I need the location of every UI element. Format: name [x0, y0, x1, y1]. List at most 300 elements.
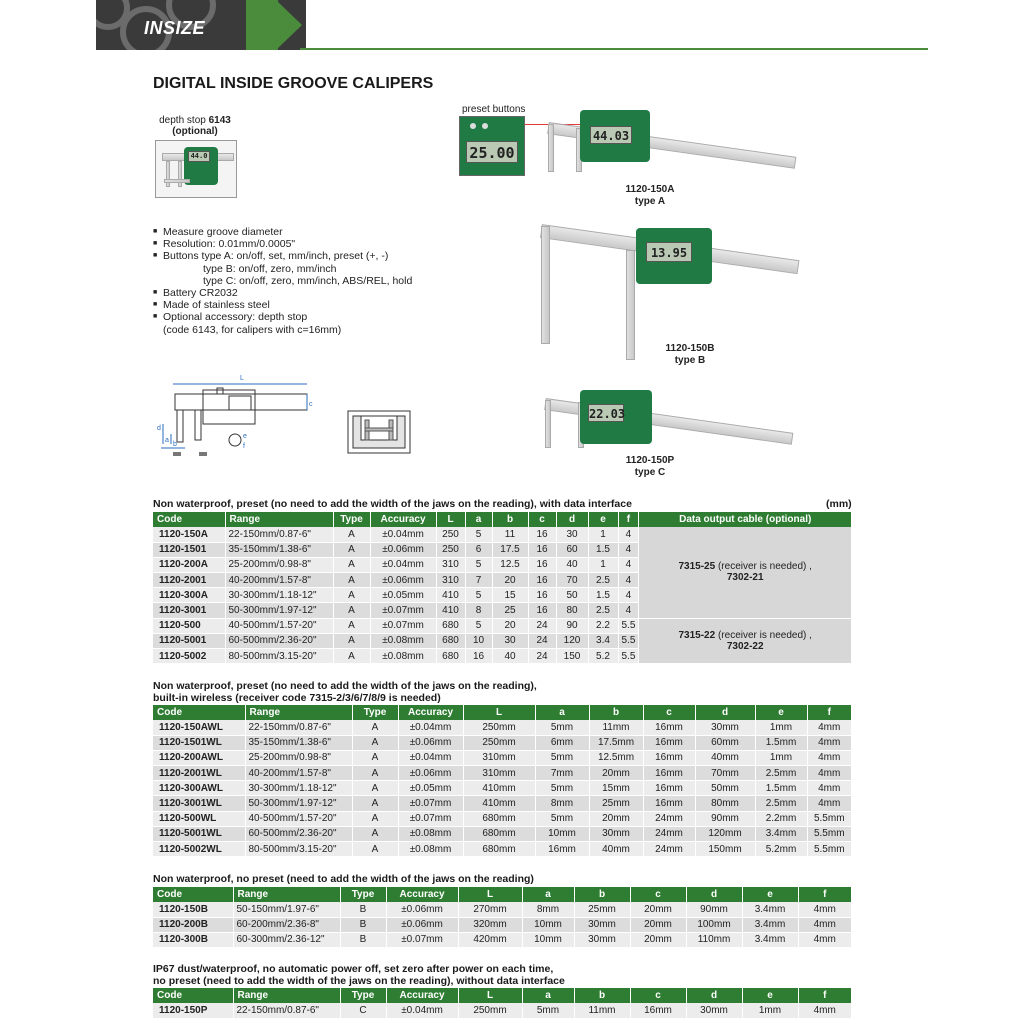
product-code: 1120-150B	[665, 343, 715, 354]
product-code-cell: 1120-1501WL	[153, 735, 245, 750]
product-code-cell: 1120-300A	[153, 588, 225, 603]
table-cell: 4mm	[798, 1003, 852, 1018]
table-row	[153, 902, 852, 917]
table-cell: 20	[492, 573, 528, 588]
table-cell: 16	[528, 527, 556, 542]
table-cell: 70mm	[695, 766, 755, 781]
table-row	[153, 735, 852, 750]
dim-label-d: d	[157, 425, 161, 432]
table-cell: ±0.05mm	[398, 781, 463, 796]
table-cell: 5	[465, 588, 492, 603]
table-cell: 1	[588, 557, 618, 572]
table-cell: ±0.07mm	[370, 618, 436, 633]
caliper-jaw	[548, 124, 554, 172]
spec-table-3	[153, 887, 852, 948]
table-cell: 60-300mm/2.36-12"	[233, 932, 340, 947]
table-cell: 250mm	[463, 720, 535, 735]
product-caption-type-b	[652, 343, 728, 367]
product-code-cell: 1120-500	[153, 618, 225, 633]
caliper-jaw	[626, 250, 635, 360]
table-cell: 2.2	[588, 618, 618, 633]
minus-button-icon	[470, 123, 476, 129]
feature-item: ■ Made of stainless steel	[153, 299, 412, 311]
table-cell: ±0.08mm	[398, 842, 463, 857]
table-cell: 40mm	[589, 842, 643, 857]
dim-label-b: b	[173, 441, 177, 448]
table-row	[153, 917, 852, 932]
table-cell: 150mm	[695, 842, 755, 857]
table-cell: 8	[465, 603, 492, 618]
table-cell: 20mm	[589, 811, 643, 826]
table-cell: 410	[436, 588, 465, 603]
column-header: b	[492, 512, 528, 527]
table-cell: 16mm	[643, 766, 695, 781]
table-cell: 310	[436, 557, 465, 572]
table-row	[153, 1003, 852, 1018]
banner-arrow	[276, 0, 302, 50]
table-cell: 70	[556, 573, 588, 588]
table-cell: 4	[618, 542, 639, 557]
table-cell: 120	[556, 633, 588, 648]
table-cell: 680	[436, 633, 465, 648]
dim-label-l: L	[240, 375, 244, 382]
table-cell: 310	[436, 573, 465, 588]
table-cell: 5mm	[535, 811, 589, 826]
table-cell: 2.5	[588, 573, 618, 588]
column-header: Type	[352, 705, 398, 720]
table-cell: 3.4mm	[742, 932, 798, 947]
table-cell: 5mm	[522, 1003, 574, 1018]
column-header: Type	[340, 988, 386, 1003]
column-header: c	[630, 887, 686, 902]
column-header: a	[465, 512, 492, 527]
cable-note: (receiver is needed) ,	[715, 629, 812, 641]
product-code-cell: 1120-300B	[153, 932, 233, 947]
table-cell: 16mm	[643, 781, 695, 796]
table-cell: C	[340, 1003, 386, 1018]
column-header: e	[742, 988, 798, 1003]
product-code-cell: 1120-5001WL	[153, 826, 245, 841]
product-code-cell: 1120-5002WL	[153, 842, 245, 857]
table-row	[153, 811, 852, 826]
table-cell: ±0.06mm	[398, 735, 463, 750]
dim-label-c: c	[309, 401, 313, 408]
column-header: Code	[153, 705, 245, 720]
table-cell: A	[333, 588, 370, 603]
table-cell: 20mm	[589, 766, 643, 781]
column-header: d	[556, 512, 588, 527]
table-cell: ±0.07mm	[398, 796, 463, 811]
table-cell: 410mm	[463, 781, 535, 796]
table-cell: 40-200mm/1.57-8"	[225, 573, 333, 588]
table-cell: 20mm	[630, 902, 686, 917]
column-header: e	[742, 887, 798, 902]
table-cell: 3.4mm	[742, 917, 798, 932]
table-cell: ±0.08mm	[398, 826, 463, 841]
table-cell: 80mm	[695, 796, 755, 811]
table-cell: A	[333, 618, 370, 633]
table-cell: 16mm	[643, 720, 695, 735]
table-cell: 40-200mm/1.57-8"	[245, 766, 352, 781]
product-code-cell: 1120-150P	[153, 1003, 233, 1018]
table-cell: 5.2mm	[755, 842, 807, 857]
table-row	[153, 750, 852, 765]
header-rule	[300, 48, 928, 50]
table-cell: 20mm	[630, 932, 686, 947]
unit-note: (mm)	[826, 498, 852, 510]
table-cell: 4mm	[798, 917, 852, 932]
product-type: type C	[634, 467, 666, 478]
table-cell: 17.5	[492, 542, 528, 557]
table2-title-line: built-in wireless (receiver code 7315-2/3/6/7/8/9 is needed)	[153, 692, 441, 704]
column-header: Range	[225, 512, 333, 527]
table-cell: B	[340, 917, 386, 932]
cable-note: (receiver is needed) ,	[715, 561, 812, 573]
product-code-cell: 1120-2001WL	[153, 766, 245, 781]
table-header-row	[153, 887, 852, 902]
depth-stop-caption	[155, 115, 235, 137]
table-cell: 17.5mm	[589, 735, 643, 750]
column-header: a	[522, 887, 574, 902]
table-cell: 60mm	[695, 735, 755, 750]
table-cell: 24	[528, 618, 556, 633]
column-header: d	[686, 887, 742, 902]
table-cell: 5.5	[618, 633, 639, 648]
table-cell: 4mm	[807, 720, 852, 735]
table-header-row	[153, 988, 852, 1003]
table-cell: 1mm	[755, 720, 807, 735]
table-cell: A	[352, 766, 398, 781]
column-header: Code	[153, 512, 225, 527]
feature-item: type B: on/off, zero, mm/inch	[203, 262, 337, 275]
product-code-cell: 1120-3001	[153, 603, 225, 618]
table-cell: 15mm	[589, 781, 643, 796]
cable-code: 7315-25	[678, 561, 716, 573]
column-header: Accuracy	[398, 705, 463, 720]
table-cell: A	[333, 603, 370, 618]
table-cell: 2.5mm	[755, 766, 807, 781]
table-cell: 10mm	[535, 826, 589, 841]
caliper-jaw	[178, 161, 182, 187]
table-cell: ±0.06mm	[370, 573, 436, 588]
cable-code: 7302-21	[726, 572, 764, 584]
table-cell: 8mm	[522, 902, 574, 917]
table-cell: 680	[436, 649, 465, 664]
table-cell: ±0.04mm	[398, 720, 463, 735]
table-row	[153, 720, 852, 735]
table-cell: 680mm	[463, 811, 535, 826]
table-cell: 16mm	[630, 1003, 686, 1018]
table-cell: 680mm	[463, 826, 535, 841]
banner-accent	[246, 0, 278, 50]
depth-stop-plate	[164, 179, 190, 183]
column-header: b	[589, 705, 643, 720]
table-cell: A	[352, 735, 398, 750]
table-cell: A	[333, 633, 370, 648]
table-cell: 5.2	[588, 649, 618, 664]
table-cell: 3.4mm	[755, 826, 807, 841]
table-cell: 30-300mm/1.18-12"	[225, 588, 333, 603]
dim-label-a: a	[165, 437, 169, 444]
table-cell: 120mm	[695, 826, 755, 841]
table-cell: 5mm	[535, 781, 589, 796]
table-cell: 310mm	[463, 766, 535, 781]
table-cell: 90	[556, 618, 588, 633]
table-cell: 4mm	[798, 902, 852, 917]
table2-title-line: Non waterproof, preset (no need to add the width of the jaws on the reading),	[153, 680, 537, 692]
table-cell: 250	[436, 527, 465, 542]
table-cell: 1.5mm	[755, 735, 807, 750]
table-cell: 60	[556, 542, 588, 557]
table-cell: ±0.06mm	[370, 542, 436, 557]
table-cell: 3.4mm	[742, 902, 798, 917]
table-cell: 90mm	[686, 902, 742, 917]
table-cell: 80	[556, 603, 588, 618]
table-cell: 7	[465, 573, 492, 588]
table2-title	[153, 680, 537, 704]
table-cell: 40	[492, 649, 528, 664]
table-cell: 30	[492, 633, 528, 648]
table-cell: ±0.06mm	[386, 902, 458, 917]
table-header-row	[153, 512, 852, 527]
feature-item: type C: on/off, zero, mm/inch, ABS/REL, hold	[203, 274, 413, 287]
table-cell: A	[333, 649, 370, 664]
table-cell: 12.5mm	[589, 750, 643, 765]
table-cell: ±0.06mm	[386, 917, 458, 932]
product-code-cell: 1120-200A	[153, 557, 225, 572]
table-cell: A	[333, 573, 370, 588]
table-cell: 4	[618, 573, 639, 588]
table-cell: 11	[492, 527, 528, 542]
column-header: Data output cable (optional)	[639, 512, 852, 527]
table-cell: 5	[465, 618, 492, 633]
table-cell: 11mm	[589, 720, 643, 735]
table-cell: A	[333, 527, 370, 542]
column-header: f	[807, 705, 852, 720]
table-cell: 40	[556, 557, 588, 572]
table-cell: 4	[618, 603, 639, 618]
table-cell: 5.5mm	[807, 811, 852, 826]
product-code-cell: 1120-300AWL	[153, 781, 245, 796]
table-cell: 16	[528, 573, 556, 588]
depth-stop-optional: (optional)	[172, 126, 218, 137]
table-cell: 30mm	[686, 1003, 742, 1018]
table-cell: 50-150mm/1.97-6"	[233, 902, 340, 917]
spec-table-2	[153, 705, 852, 857]
product-code: 1120-150P	[625, 455, 675, 466]
table-cell: 680	[436, 618, 465, 633]
caliper-jaw	[166, 161, 170, 187]
table-cell: 2.2mm	[755, 811, 807, 826]
product-code-cell: 1120-3001WL	[153, 796, 245, 811]
table1-title: Non waterproof, preset (no need to add the width of the jaws on the reading), with data interface	[153, 498, 632, 510]
table-cell: 16	[528, 603, 556, 618]
product-code-cell: 1120-150B	[153, 902, 233, 917]
table-cell: ±0.04mm	[370, 527, 436, 542]
column-header: c	[630, 988, 686, 1003]
column-header: Accuracy	[386, 988, 458, 1003]
column-header: Type	[333, 512, 370, 527]
table-cell: 1mm	[755, 750, 807, 765]
table-cell: 5.5	[618, 649, 639, 664]
product-caption-type-c	[612, 455, 688, 479]
product-code-cell: 1120-200AWL	[153, 750, 245, 765]
table-cell: ±0.07mm	[370, 603, 436, 618]
caliper-display: 44.0	[188, 151, 210, 162]
column-header: Code	[153, 988, 233, 1003]
table-cell: 80-500mm/3.15-20"	[225, 649, 333, 664]
column-header: d	[695, 705, 755, 720]
column-header: a	[522, 988, 574, 1003]
column-header: f	[798, 887, 852, 902]
product-code-cell: 1120-2001	[153, 573, 225, 588]
spec-table-4	[153, 988, 852, 1019]
table-row	[153, 527, 852, 542]
product-code-cell: 1120-5002	[153, 649, 225, 664]
feature-item: ■ Resolution: 0.01mm/0.0005"	[153, 238, 412, 250]
table-cell: A	[352, 826, 398, 841]
table-cell: 20	[492, 618, 528, 633]
caliper-display: 22.03	[588, 404, 624, 422]
preset-buttons-label: preset buttons	[462, 104, 526, 115]
table3-title: Non waterproof, no preset (need to add the width of the jaws on the reading)	[153, 873, 534, 885]
table-cell: 16	[528, 542, 556, 557]
table4-title-line: no preset (need to add the width of the jaws on the reading), without data interface	[153, 975, 565, 987]
table-cell: A	[333, 557, 370, 572]
table-cell: 410mm	[463, 796, 535, 811]
feature-item: ■ Buttons type A: on/off, set, mm/inch, preset (+, -)	[153, 250, 412, 262]
feature-item: ■ Optional accessory: depth stop	[153, 311, 412, 323]
table-cell: ±0.06mm	[398, 766, 463, 781]
column-header: L	[458, 988, 522, 1003]
table-cell: 90mm	[695, 811, 755, 826]
product-code-cell: 1120-1501	[153, 542, 225, 557]
table-cell: A	[352, 781, 398, 796]
plus-button-icon	[482, 123, 488, 129]
table-cell: 50-300mm/1.97-12"	[225, 603, 333, 618]
table-cell: 410	[436, 603, 465, 618]
table-cell: ±0.04mm	[370, 557, 436, 572]
table-cell: ±0.07mm	[398, 811, 463, 826]
table-cell: 25mm	[574, 902, 630, 917]
table-cell: 4mm	[807, 750, 852, 765]
table-cell: 16mm	[643, 735, 695, 750]
table-cell: 310mm	[463, 750, 535, 765]
table-cell: 35-150mm/1.38-6"	[245, 735, 352, 750]
product-code-cell: 1120-500WL	[153, 811, 245, 826]
table-cell: 60-200mm/2.36-8"	[233, 917, 340, 932]
caliper-display: 13.95	[646, 242, 692, 262]
table-cell: ±0.04mm	[398, 750, 463, 765]
product-type: type A	[634, 196, 666, 207]
table-cell: ±0.04mm	[386, 1003, 458, 1018]
table-cell: 22-150mm/0.87-6"	[233, 1003, 340, 1018]
product-code: 1120-150A	[625, 184, 675, 195]
feature-item: ■ Battery CR2032	[153, 287, 412, 299]
table-cell: B	[340, 932, 386, 947]
preset-buttons-zoom	[459, 116, 525, 176]
column-header: Accuracy	[386, 887, 458, 902]
table-cell: 5.5mm	[807, 826, 852, 841]
table-cell: 24mm	[643, 811, 695, 826]
table-cell: 16mm	[643, 750, 695, 765]
table-cell: ±0.08mm	[370, 649, 436, 664]
table-cell: ±0.08mm	[370, 633, 436, 648]
table-cell: 2.5mm	[755, 796, 807, 811]
table-cell: 16	[465, 649, 492, 664]
table-cell: 25mm	[589, 796, 643, 811]
table-cell: 50-300mm/1.97-12"	[245, 796, 352, 811]
table-cell: 5mm	[535, 720, 589, 735]
product-caption-type-a	[612, 184, 688, 208]
table-cell: 16	[528, 557, 556, 572]
table-cell: A	[352, 720, 398, 735]
table-cell: 30	[556, 527, 588, 542]
table-cell: 24	[528, 633, 556, 648]
table-cell: 22-150mm/0.87-6"	[225, 527, 333, 542]
table-cell: A	[352, 750, 398, 765]
column-header: Type	[340, 887, 386, 902]
table4-title	[153, 963, 565, 987]
table-cell: 8mm	[535, 796, 589, 811]
column-header: a	[535, 705, 589, 720]
table-cell: 100mm	[686, 917, 742, 932]
table-cell: 3.4	[588, 633, 618, 648]
table-cell: 30mm	[574, 917, 630, 932]
feature-list	[153, 226, 412, 336]
table-cell: 30mm	[589, 826, 643, 841]
table-cell: 80-500mm/3.15-20"	[245, 842, 352, 857]
table-cell: 4mm	[807, 781, 852, 796]
table-cell: A	[352, 811, 398, 826]
feature-item: ■ Measure groove diameter	[153, 226, 412, 238]
data-cable-cell	[639, 527, 852, 618]
dim-label-f: f	[243, 443, 245, 450]
column-header: f	[618, 512, 639, 527]
table-cell: 15	[492, 588, 528, 603]
table-cell: 4	[618, 527, 639, 542]
column-header: Range	[245, 705, 352, 720]
table-cell: 16	[528, 588, 556, 603]
table-row	[153, 826, 852, 841]
table-cell: 24mm	[643, 826, 695, 841]
groove-diagram	[347, 410, 411, 454]
table-cell: 320mm	[458, 917, 522, 932]
table-cell: 16mm	[643, 796, 695, 811]
table-cell: 30-300mm/1.18-12"	[245, 781, 352, 796]
column-header: c	[643, 705, 695, 720]
table-cell: 4mm	[798, 932, 852, 947]
column-header: L	[436, 512, 465, 527]
table-cell: 270mm	[458, 902, 522, 917]
product-type: type B	[674, 355, 706, 366]
table-cell: 40-500mm/1.57-20"	[245, 811, 352, 826]
preset-display: 25.00	[466, 141, 518, 163]
table-cell: 150	[556, 649, 588, 664]
depth-stop-code: 6143	[208, 115, 231, 126]
table-cell: 25	[492, 603, 528, 618]
table-cell: A	[333, 542, 370, 557]
depth-stop-image	[155, 140, 237, 198]
table-cell: 1.5	[588, 588, 618, 603]
table-cell: 1mm	[742, 1003, 798, 1018]
table-cell: 60-500mm/2.36-20"	[245, 826, 352, 841]
column-header: d	[686, 988, 742, 1003]
table-cell: 4mm	[807, 796, 852, 811]
table-cell: 6mm	[535, 735, 589, 750]
column-header: e	[755, 705, 807, 720]
table-cell: 25-200mm/0.98-8"	[245, 750, 352, 765]
